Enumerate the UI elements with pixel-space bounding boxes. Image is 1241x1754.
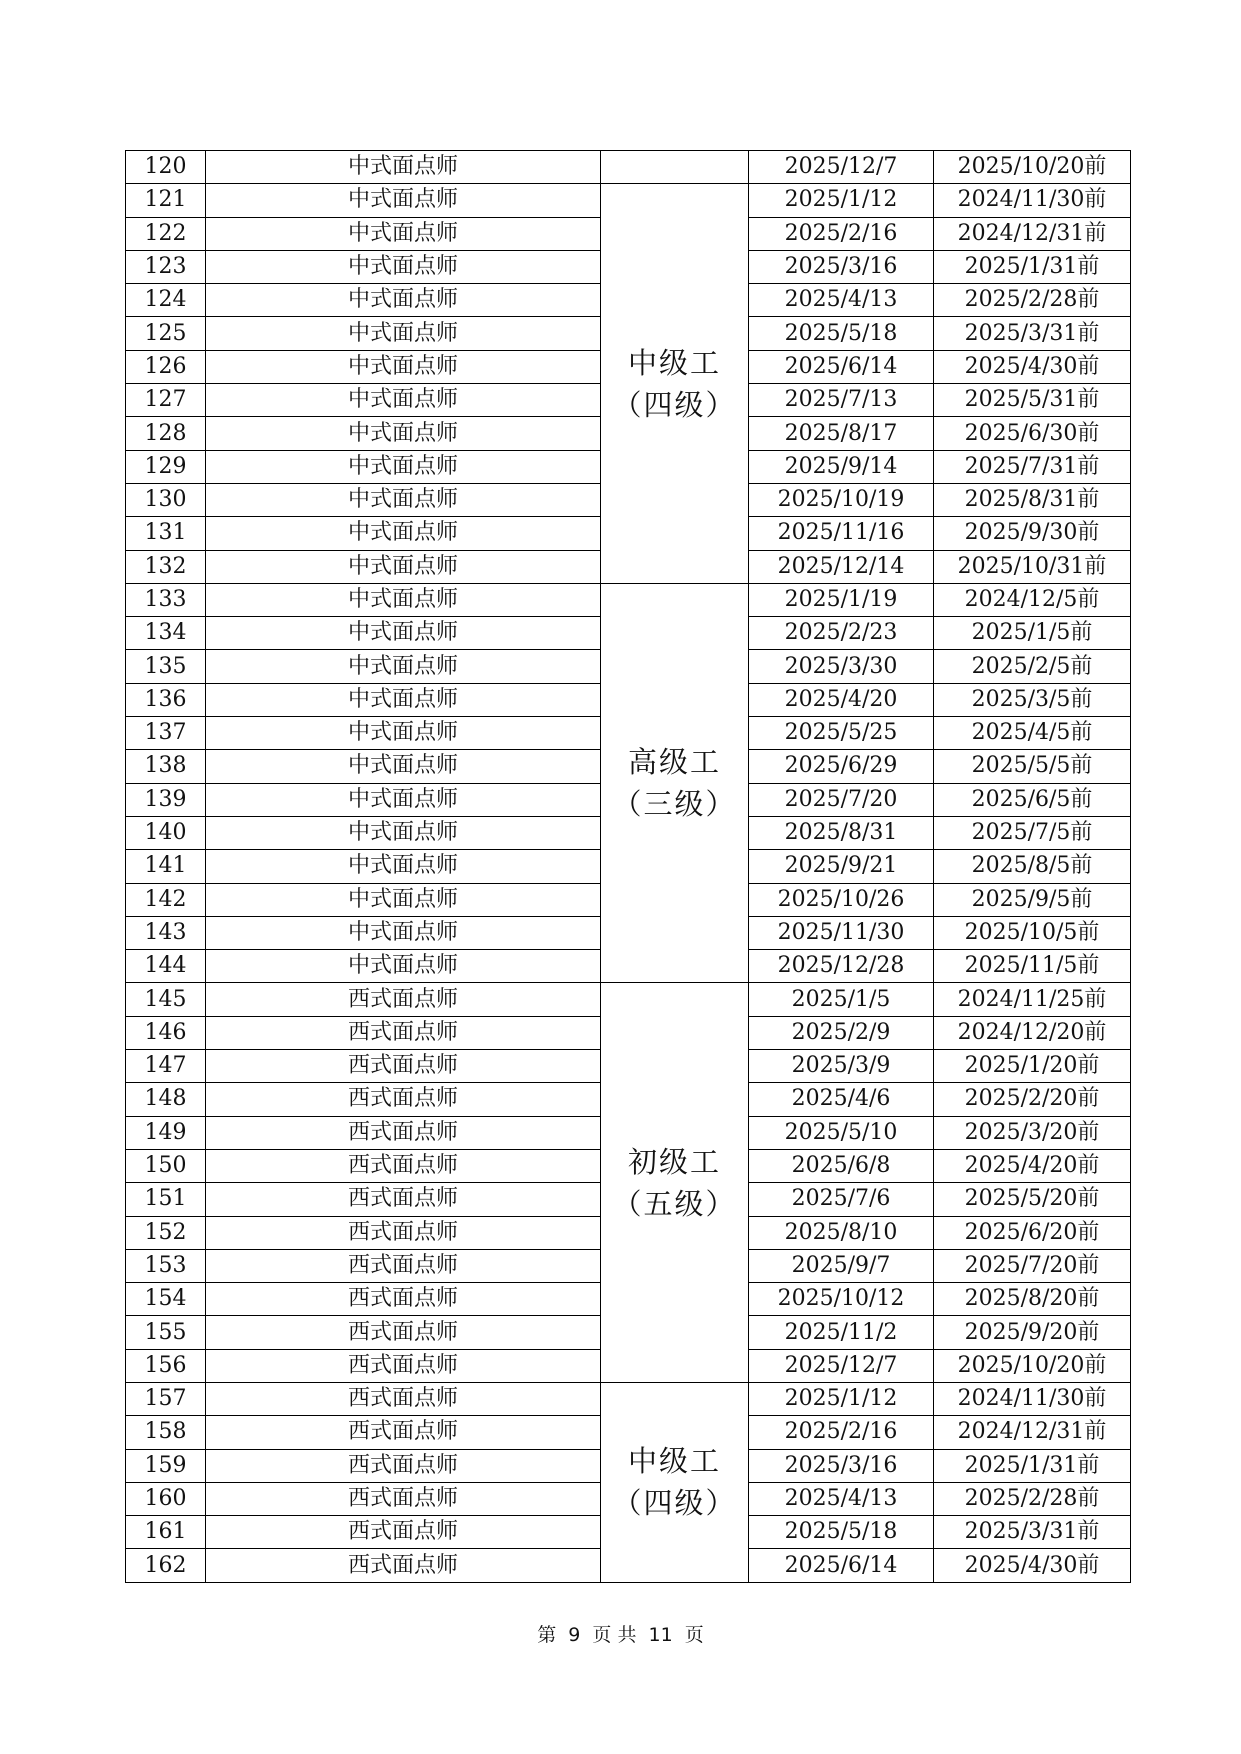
exam-date: 2025/12/14 bbox=[749, 550, 934, 583]
row-number: 151 bbox=[126, 1183, 206, 1216]
job-title: 中式面点师 bbox=[206, 683, 601, 716]
registration-deadline: 2025/10/31前 bbox=[934, 550, 1131, 583]
level-grade: （五级） bbox=[612, 1186, 737, 1221]
table-row bbox=[126, 151, 1131, 184]
exam-date: 2025/8/10 bbox=[749, 1216, 934, 1249]
level-group-cell bbox=[601, 184, 749, 584]
exam-date: 2025/1/12 bbox=[749, 1382, 934, 1415]
row-number: 147 bbox=[126, 1050, 206, 1083]
exam-date: 2025/11/30 bbox=[749, 916, 934, 949]
job-title: 中式面点师 bbox=[206, 916, 601, 949]
exam-date: 2025/6/8 bbox=[749, 1149, 934, 1182]
page-total: 11 bbox=[648, 1624, 673, 1646]
row-number: 132 bbox=[126, 550, 206, 583]
row-number: 146 bbox=[126, 1016, 206, 1049]
registration-deadline: 2024/12/31前 bbox=[934, 217, 1131, 250]
exam-date: 2025/10/26 bbox=[749, 883, 934, 916]
level-grade: （四级） bbox=[612, 1486, 737, 1521]
exam-date: 2025/3/9 bbox=[749, 1050, 934, 1083]
registration-deadline: 2025/2/28前 bbox=[934, 1482, 1131, 1515]
row-number: 143 bbox=[126, 916, 206, 949]
registration-deadline: 2025/7/5前 bbox=[934, 816, 1131, 849]
registration-deadline: 2024/11/30前 bbox=[934, 1382, 1131, 1415]
job-title: 中式面点师 bbox=[206, 450, 601, 483]
exam-date: 2025/3/16 bbox=[749, 1449, 934, 1482]
exam-date: 2025/2/23 bbox=[749, 617, 934, 650]
row-number: 149 bbox=[126, 1116, 206, 1149]
exam-date: 2025/9/14 bbox=[749, 450, 934, 483]
row-number: 127 bbox=[126, 384, 206, 417]
row-number: 150 bbox=[126, 1149, 206, 1182]
row-number: 121 bbox=[126, 184, 206, 217]
level-grade: （三级） bbox=[612, 787, 737, 822]
row-number: 125 bbox=[126, 317, 206, 350]
registration-deadline: 2025/10/5前 bbox=[934, 916, 1131, 949]
exam-date: 2025/9/21 bbox=[749, 850, 934, 883]
level-grade: （四级） bbox=[612, 387, 737, 422]
exam-date: 2025/11/16 bbox=[749, 517, 934, 550]
level-group-cell bbox=[601, 583, 749, 983]
level-name: 高级工 bbox=[627, 745, 721, 780]
job-title: 中式面点师 bbox=[206, 783, 601, 816]
job-title: 中式面点师 bbox=[206, 417, 601, 450]
job-title: 中式面点师 bbox=[206, 850, 601, 883]
job-title: 中式面点师 bbox=[206, 650, 601, 683]
registration-deadline: 2025/8/20前 bbox=[934, 1283, 1131, 1316]
job-title: 中式面点师 bbox=[206, 883, 601, 916]
job-title: 中式面点师 bbox=[206, 583, 601, 616]
registration-deadline: 2025/4/30前 bbox=[934, 350, 1131, 383]
job-title: 西式面点师 bbox=[206, 1416, 601, 1449]
job-title: 西式面点师 bbox=[206, 1016, 601, 1049]
exam-date: 2025/12/7 bbox=[749, 151, 934, 184]
row-number: 155 bbox=[126, 1316, 206, 1349]
footer-prefix: 第 bbox=[537, 1624, 557, 1646]
job-title: 中式面点师 bbox=[206, 550, 601, 583]
exam-date: 2025/5/18 bbox=[749, 1516, 934, 1549]
row-number: 131 bbox=[126, 517, 206, 550]
exam-date: 2025/10/19 bbox=[749, 483, 934, 516]
exam-date: 2025/9/7 bbox=[749, 1249, 934, 1282]
page-footer bbox=[0, 1620, 1241, 1647]
row-number: 134 bbox=[126, 617, 206, 650]
job-title: 西式面点师 bbox=[206, 1349, 601, 1382]
job-title: 西式面点师 bbox=[206, 1382, 601, 1415]
exam-date: 2025/8/17 bbox=[749, 417, 934, 450]
job-title: 西式面点师 bbox=[206, 1149, 601, 1182]
exam-date: 2025/6/29 bbox=[749, 750, 934, 783]
table-row bbox=[126, 583, 1131, 616]
row-number: 159 bbox=[126, 1449, 206, 1482]
table-row bbox=[126, 983, 1131, 1016]
job-title: 中式面点师 bbox=[206, 617, 601, 650]
table-row bbox=[126, 1382, 1131, 1415]
job-title: 中式面点师 bbox=[206, 384, 601, 417]
job-title: 西式面点师 bbox=[206, 1482, 601, 1515]
row-number: 133 bbox=[126, 583, 206, 616]
exam-date: 2025/5/25 bbox=[749, 717, 934, 750]
registration-deadline: 2024/12/5前 bbox=[934, 583, 1131, 616]
row-number: 122 bbox=[126, 217, 206, 250]
registration-deadline: 2025/9/5前 bbox=[934, 883, 1131, 916]
exam-date: 2025/3/16 bbox=[749, 250, 934, 283]
exam-date: 2025/6/14 bbox=[749, 350, 934, 383]
exam-date: 2025/12/7 bbox=[749, 1349, 934, 1382]
job-title: 中式面点师 bbox=[206, 317, 601, 350]
registration-deadline: 2025/1/5前 bbox=[934, 617, 1131, 650]
row-number: 157 bbox=[126, 1382, 206, 1415]
row-number: 124 bbox=[126, 284, 206, 317]
page-number: 9 bbox=[568, 1624, 581, 1646]
row-number: 138 bbox=[126, 750, 206, 783]
registration-deadline: 2025/10/20前 bbox=[934, 151, 1131, 184]
registration-deadline: 2024/12/31前 bbox=[934, 1416, 1131, 1449]
exam-date: 2025/4/6 bbox=[749, 1083, 934, 1116]
row-number: 160 bbox=[126, 1482, 206, 1515]
job-title: 西式面点师 bbox=[206, 1249, 601, 1282]
exam-date: 2025/8/31 bbox=[749, 816, 934, 849]
registration-deadline: 2025/3/31前 bbox=[934, 317, 1131, 350]
row-number: 129 bbox=[126, 450, 206, 483]
table-row bbox=[126, 184, 1131, 217]
registration-deadline: 2025/6/20前 bbox=[934, 1216, 1131, 1249]
row-number: 142 bbox=[126, 883, 206, 916]
exam-date: 2025/2/16 bbox=[749, 1416, 934, 1449]
exam-date: 2025/4/20 bbox=[749, 683, 934, 716]
registration-deadline: 2025/11/5前 bbox=[934, 950, 1131, 983]
registration-deadline: 2025/2/20前 bbox=[934, 1083, 1131, 1116]
footer-suffix: 页 bbox=[684, 1624, 704, 1646]
job-title: 中式面点师 bbox=[206, 250, 601, 283]
row-number: 139 bbox=[126, 783, 206, 816]
registration-deadline: 2025/1/20前 bbox=[934, 1050, 1131, 1083]
row-number: 140 bbox=[126, 816, 206, 849]
job-title: 中式面点师 bbox=[206, 217, 601, 250]
exam-date: 2025/1/5 bbox=[749, 983, 934, 1016]
exam-date: 2025/5/10 bbox=[749, 1116, 934, 1149]
exam-date: 2025/5/18 bbox=[749, 317, 934, 350]
row-number: 154 bbox=[126, 1283, 206, 1316]
row-number: 130 bbox=[126, 483, 206, 516]
row-number: 153 bbox=[126, 1249, 206, 1282]
exam-date: 2025/7/13 bbox=[749, 384, 934, 417]
level-name: 中级工 bbox=[627, 1444, 721, 1479]
exam-date: 2025/2/9 bbox=[749, 1016, 934, 1049]
job-title: 西式面点师 bbox=[206, 983, 601, 1016]
exam-date: 2025/11/2 bbox=[749, 1316, 934, 1349]
row-number: 126 bbox=[126, 350, 206, 383]
row-number: 158 bbox=[126, 1416, 206, 1449]
registration-deadline: 2024/11/30前 bbox=[934, 184, 1131, 217]
job-title: 中式面点师 bbox=[206, 184, 601, 217]
exam-date: 2025/7/20 bbox=[749, 783, 934, 816]
job-title: 中式面点师 bbox=[206, 284, 601, 317]
registration-deadline: 2025/1/31前 bbox=[934, 1449, 1131, 1482]
level-group-cell bbox=[601, 1382, 749, 1582]
registration-deadline: 2025/7/31前 bbox=[934, 450, 1131, 483]
job-title: 西式面点师 bbox=[206, 1283, 601, 1316]
job-title: 中式面点师 bbox=[206, 717, 601, 750]
row-number: 156 bbox=[126, 1349, 206, 1382]
exam-date: 2025/4/13 bbox=[749, 284, 934, 317]
registration-deadline: 2025/5/31前 bbox=[934, 384, 1131, 417]
level-name: 中级工 bbox=[627, 345, 721, 380]
registration-deadline: 2024/12/20前 bbox=[934, 1016, 1131, 1049]
row-number: 148 bbox=[126, 1083, 206, 1116]
exam-date: 2025/1/12 bbox=[749, 184, 934, 217]
row-number: 137 bbox=[126, 717, 206, 750]
level-group-cell bbox=[601, 151, 749, 184]
row-number: 161 bbox=[126, 1516, 206, 1549]
job-title: 西式面点师 bbox=[206, 1516, 601, 1549]
row-number: 141 bbox=[126, 850, 206, 883]
job-title: 中式面点师 bbox=[206, 950, 601, 983]
registration-deadline: 2025/5/20前 bbox=[934, 1183, 1131, 1216]
level-name: 初级工 bbox=[627, 1144, 721, 1179]
exam-date: 2025/3/30 bbox=[749, 650, 934, 683]
exam-schedule-table bbox=[125, 150, 1131, 1583]
registration-deadline: 2025/3/20前 bbox=[934, 1116, 1131, 1149]
registration-deadline: 2025/10/20前 bbox=[934, 1349, 1131, 1382]
job-title: 西式面点师 bbox=[206, 1549, 601, 1582]
job-title: 西式面点师 bbox=[206, 1083, 601, 1116]
registration-deadline: 2025/3/5前 bbox=[934, 683, 1131, 716]
registration-deadline: 2025/6/5前 bbox=[934, 783, 1131, 816]
exam-date: 2025/2/16 bbox=[749, 217, 934, 250]
exam-date: 2025/7/6 bbox=[749, 1183, 934, 1216]
job-title: 中式面点师 bbox=[206, 483, 601, 516]
row-number: 135 bbox=[126, 650, 206, 683]
row-number: 145 bbox=[126, 983, 206, 1016]
row-number: 128 bbox=[126, 417, 206, 450]
exam-date: 2025/4/13 bbox=[749, 1482, 934, 1515]
row-number: 136 bbox=[126, 683, 206, 716]
registration-deadline: 2025/8/31前 bbox=[934, 483, 1131, 516]
registration-deadline: 2025/9/20前 bbox=[934, 1316, 1131, 1349]
registration-deadline: 2025/2/5前 bbox=[934, 650, 1131, 683]
job-title: 西式面点师 bbox=[206, 1216, 601, 1249]
job-title: 中式面点师 bbox=[206, 151, 601, 184]
exam-date: 2025/1/19 bbox=[749, 583, 934, 616]
exam-date: 2025/10/12 bbox=[749, 1283, 934, 1316]
registration-deadline: 2025/3/31前 bbox=[934, 1516, 1131, 1549]
registration-deadline: 2025/7/20前 bbox=[934, 1249, 1131, 1282]
registration-deadline: 2025/9/30前 bbox=[934, 517, 1131, 550]
job-title: 西式面点师 bbox=[206, 1116, 601, 1149]
registration-deadline: 2025/4/5前 bbox=[934, 717, 1131, 750]
job-title: 中式面点师 bbox=[206, 517, 601, 550]
job-title: 西式面点师 bbox=[206, 1050, 601, 1083]
job-title: 西式面点师 bbox=[206, 1183, 601, 1216]
job-title: 中式面点师 bbox=[206, 750, 601, 783]
registration-deadline: 2025/4/30前 bbox=[934, 1549, 1131, 1582]
row-number: 152 bbox=[126, 1216, 206, 1249]
row-number: 120 bbox=[126, 151, 206, 184]
registration-deadline: 2025/2/28前 bbox=[934, 284, 1131, 317]
row-number: 123 bbox=[126, 250, 206, 283]
row-number: 144 bbox=[126, 950, 206, 983]
job-title: 中式面点师 bbox=[206, 350, 601, 383]
job-title: 西式面点师 bbox=[206, 1316, 601, 1349]
exam-date: 2025/6/14 bbox=[749, 1549, 934, 1582]
registration-deadline: 2025/4/20前 bbox=[934, 1149, 1131, 1182]
footer-middle: 页 共 bbox=[592, 1624, 637, 1646]
registration-deadline: 2025/6/30前 bbox=[934, 417, 1131, 450]
registration-deadline: 2025/1/31前 bbox=[934, 250, 1131, 283]
registration-deadline: 2025/8/5前 bbox=[934, 850, 1131, 883]
job-title: 中式面点师 bbox=[206, 816, 601, 849]
registration-deadline: 2025/5/5前 bbox=[934, 750, 1131, 783]
level-group-cell bbox=[601, 983, 749, 1383]
registration-deadline: 2024/11/25前 bbox=[934, 983, 1131, 1016]
row-number: 162 bbox=[126, 1549, 206, 1582]
exam-date: 2025/12/28 bbox=[749, 950, 934, 983]
job-title: 西式面点师 bbox=[206, 1449, 601, 1482]
